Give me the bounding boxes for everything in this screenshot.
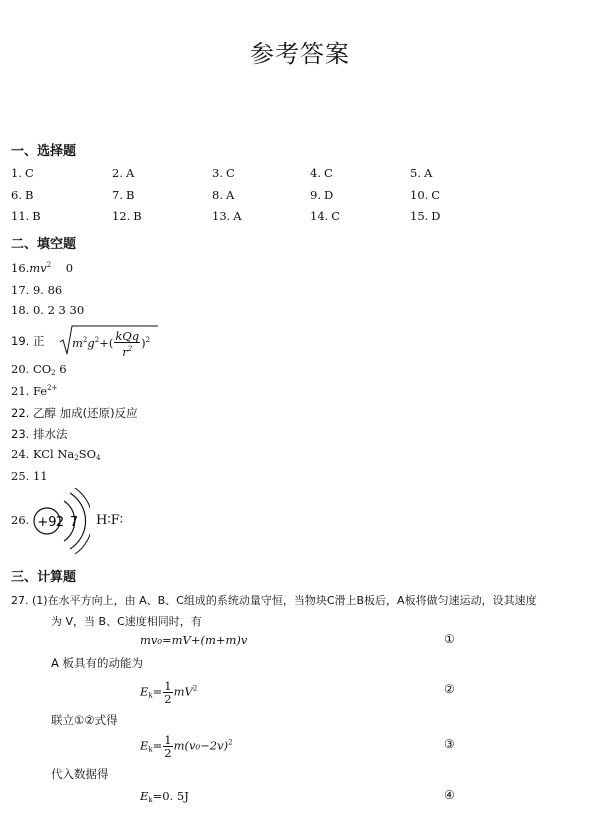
answer-number: 19. 正 <box>11 334 45 348</box>
answer-22: 22. 乙醇 加成(还原)反应 <box>11 406 138 420</box>
text-substitute: 代入数据得 <box>51 767 109 781</box>
answer-letter: C <box>24 166 34 180</box>
choice-answer <box>410 166 432 180</box>
text-kinetic-energy: A 板具有的动能为 <box>51 656 144 670</box>
shell-2-electrons: 7 <box>69 515 79 530</box>
page-title: 参考答案 <box>250 40 350 68</box>
answer-21: 21. $Fe^{2+}$ <box>11 384 58 398</box>
answer-16 <box>11 261 73 275</box>
answer-letter: B <box>24 188 34 202</box>
answer-letter: D <box>323 188 334 202</box>
equation-marker-1: ① <box>444 632 455 646</box>
answer-letter: B <box>133 209 142 223</box>
answer-number: 5. <box>410 166 421 180</box>
choice-answer <box>212 166 235 180</box>
answer-18: 18. 0. 2 3 30 <box>11 303 85 317</box>
text-combine: 联立①②式得 <box>51 713 118 727</box>
answer-20: 20. $CO_2$ 6 <box>11 362 67 377</box>
equation-3: $E_k=$ $\frac{1}{2}$ $m(v_0-2v)^2$ <box>140 733 233 760</box>
answer-letter: A <box>423 166 433 180</box>
answer-26-number: 26. <box>11 513 30 527</box>
answer-text: 0 <box>65 261 74 275</box>
answer-letter: A <box>125 166 135 180</box>
equation-marker-3: ③ <box>444 737 455 751</box>
choice-answer <box>112 188 134 202</box>
answer-number: 4. <box>310 166 321 180</box>
nucleus-charge: +9 <box>37 515 57 530</box>
atom-structure-diagram <box>30 488 90 558</box>
problem-27-intro-line2: 为 V，当 B、C速度相同时，有 <box>51 615 202 628</box>
choice-answer <box>11 188 33 202</box>
choice-answer <box>11 166 34 180</box>
electron-dot-formula: H∶F∶ <box>96 513 124 528</box>
answer-19 <box>11 333 44 349</box>
answer-number: 9. <box>310 188 321 202</box>
equation-4: $E_k=0$. 5J <box>140 789 189 804</box>
choice-answer <box>310 209 340 223</box>
choice-answer <box>410 188 440 202</box>
answer-number: 1. <box>11 166 22 180</box>
fraction: $\frac{\text{kQq}}{r^2}$ <box>115 329 140 359</box>
answer-number: 13. <box>212 209 231 223</box>
answer-letter: C <box>331 209 341 223</box>
choice-answer <box>310 188 333 202</box>
answer-number: 10. <box>410 188 429 202</box>
section-heading-choice: 一、选择题 <box>11 144 77 159</box>
fraction: $\frac{1}{2}$ <box>164 733 172 760</box>
choice-answer <box>212 209 242 223</box>
answer-number: 6. <box>11 188 22 202</box>
fraction: $\frac{1}{2}$ <box>164 679 172 706</box>
answer-text: mv <box>29 261 47 275</box>
answer-letter: A <box>225 188 235 202</box>
answer-letter: C <box>323 166 333 180</box>
shell-1-electrons: 2 <box>55 515 65 530</box>
section-heading-fill: 二、填空题 <box>11 237 77 252</box>
problem-27-intro-line1: 27. (1)在水平方向上，由 A、B、C组成的系统动量守恒，当物块C滑上B板后，A板将做匀速运动，设其速度 <box>11 594 537 607</box>
equation-2: $E_k=$ $\frac{1}{2}$ $mV^2$ <box>140 679 198 706</box>
answer-letter: B <box>125 188 135 202</box>
choice-answer <box>212 188 234 202</box>
answer-letter: C <box>225 166 235 180</box>
answer-number: 7. <box>112 188 123 202</box>
answer-letter: A <box>233 209 242 223</box>
answer-number: 8. <box>212 188 223 202</box>
answer-23: 23. 排水法 <box>11 427 68 441</box>
choice-answer <box>112 166 134 180</box>
answer-17: 17. 9. 86 <box>11 283 63 297</box>
answer-number: 2. <box>112 166 123 180</box>
answer-24: 24. KCl $Na_2SO_4$ <box>11 447 101 462</box>
answer-number: 15. <box>410 209 429 223</box>
answer-number: 11. <box>11 209 30 223</box>
choice-answer <box>11 209 41 223</box>
equation-marker-2: ② <box>444 682 455 696</box>
answer-number: 3. <box>212 166 223 180</box>
answer-number: 16. <box>11 261 30 275</box>
choice-answer <box>310 166 333 180</box>
choice-answer <box>410 209 441 223</box>
choice-answer <box>112 209 142 223</box>
answer-number: 14. <box>310 209 329 223</box>
answer-letter: D <box>431 209 441 223</box>
answer-letter: B <box>32 209 41 223</box>
answer-25: 25. 11 <box>11 469 48 483</box>
section-heading-calc: 三、计算题 <box>11 570 77 585</box>
exponent: 2 <box>46 261 52 269</box>
equation-marker-4: ④ <box>444 788 455 802</box>
answer-number: 12. <box>112 209 131 223</box>
equation-1: mv₀=mV+(m+m)v <box>140 633 248 647</box>
answer-letter: C <box>431 188 441 202</box>
sqrt-expression: $m^2g^2+$( $\frac{\text{kQq}}{r^2}$ )$^2$ <box>72 329 151 359</box>
